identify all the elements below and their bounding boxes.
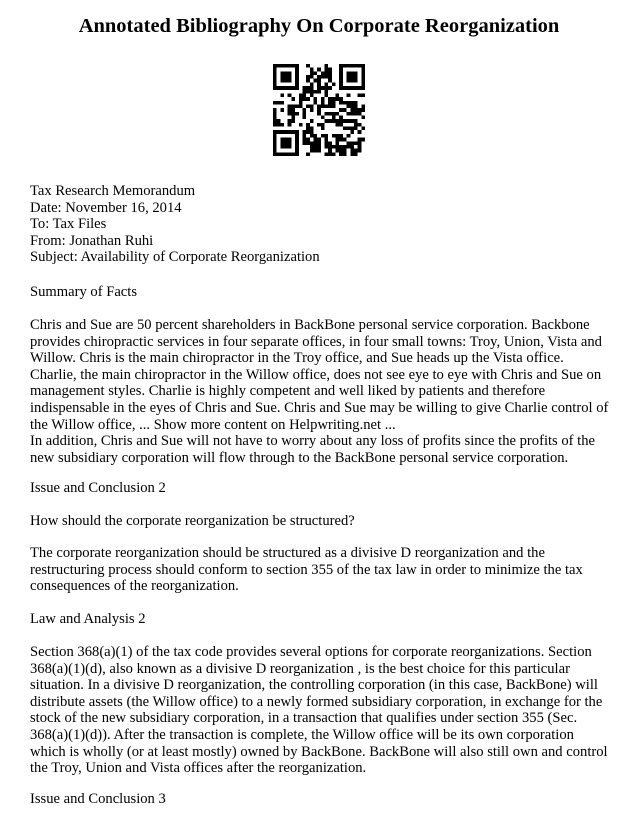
facts-paragraph: Chris and Sue are 50 percent shareholders in BackBone personal service corporation. Backbone provides chiropractic services in four separate offices, in four small towns: Troy, Union, Vista and Willow. Chris is the main chiropractor in the Troy office, and Sue heads up the Vista office. Charlie, the main chiropractor in the Willow office, does not see eye to eye with Chris and Sue on management styles. Charlie is highly competent and well liked by patients and therefore indispensable in the eyes of Chris and Sue. Chris and Sue may be willing to give Charlie control of the Willow office, ... Show more content on Helpwriting.net ...	[30, 317, 609, 433]
facts-section	[30, 317, 610, 466]
issue-conclusion-3-heading: Issue and Conclusion 3	[30, 791, 166, 807]
law-analysis-heading: Law and Analysis 2	[30, 611, 146, 627]
memo-to: To: Tax Files	[30, 216, 107, 233]
memo-title: Tax Research Memorandum	[30, 183, 196, 199]
memo-date: Date: November 16, 2014	[30, 199, 182, 216]
question-text: How should the corporate reorganization be structured?	[30, 513, 355, 529]
memo-header	[30, 183, 610, 266]
qr-code-icon	[273, 64, 365, 156]
summary-heading: Summary of Facts	[30, 284, 138, 300]
law-paragraph: Section 368(a)(1) of the tax code provides several options for corporate reorganizations. Section 368(a)(1)(d), also known as a divisive D reorganization , is the best choice for this particular situation. In a divisive D reorganization, the controlling corporation (in this case, BackBone) will distribute assets (the Willow office) to a newly formed subsidiary corporation, in exchange for the stock of the new subsidiary corporation, in a transaction that qualifies under section 355 (Sec. 368(a)(1)(d)). After the transaction is complete, the Willow office will be its own corporation which is wholly (or at least mostly) owned by BackBone. BackBone will also still own and control the Troy, Union and Vista offices after the reorganization.	[30, 644, 608, 777]
facts-continuation: In addition, Chris and Sue will not have to worry about any loss of profits since the profits of the new subsidiary corporation will flow through to the BackBone personal service corporation.	[30, 433, 596, 466]
conclusion-paragraph: The corporate reorganization should be structured as a divisive D reorganization and the restructuring process should conform to section 355 of the tax law in order to minimize the tax consequences of the reorganization.	[30, 545, 583, 595]
memo-subject: Subject: Availability of Corporate Reorganization	[30, 249, 320, 266]
document-title: Annotated Bibliography On Corporate Reorganization	[78, 15, 560, 37]
memo-from: From: Jonathan Ruhi	[30, 232, 154, 249]
issue-conclusion-2-heading: Issue and Conclusion 2	[30, 480, 166, 496]
